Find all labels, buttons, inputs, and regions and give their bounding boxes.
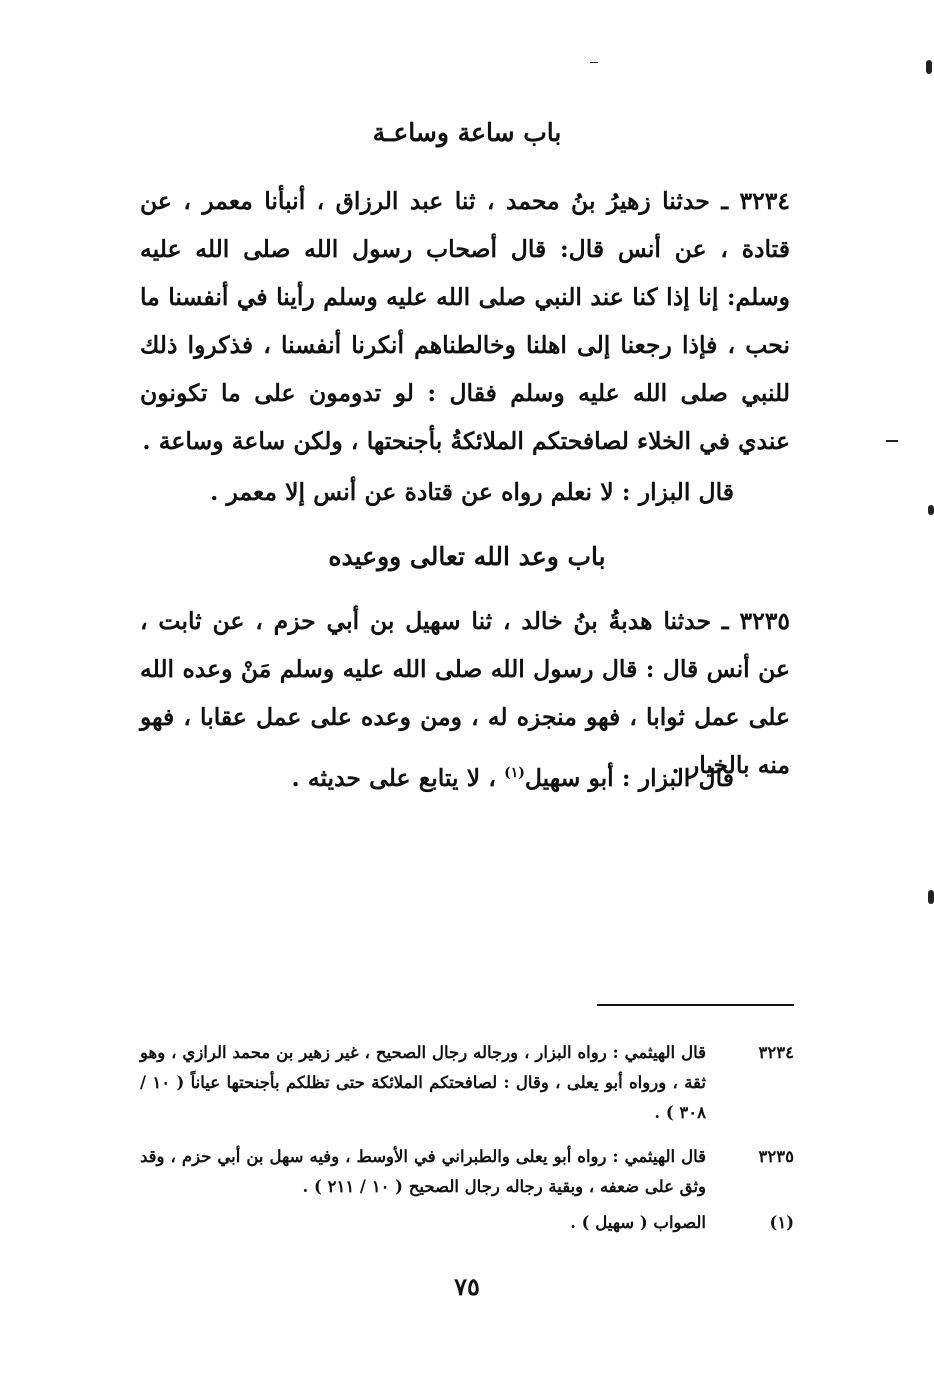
footnote-3235 xyxy=(140,1142,794,1206)
hadith-3234-note: قال البزار : لا نعلم رواه عن قتادة عن أنس إلا معمر . xyxy=(210,478,734,506)
note-text-before: قال البزار : أبو سهيل xyxy=(524,763,734,792)
footnote-number: ٣٢٣٤ xyxy=(758,1043,794,1062)
note-text-after: ، لا يتابع على حديثه . xyxy=(291,763,505,792)
hadith-3235-note xyxy=(292,757,735,794)
scan-mark xyxy=(928,505,934,515)
footnote-text: قال الهيثمي : رواه البزار ، ورجاله رجال الصحيح ، غير زهير بن محمد الرازي ، وهو ثقة ، ورواه أبو يعلى ، وقال : لصافحتكم الملائكة حتى تظلكم بأجنحتها عياناً ( ١٠ / ٣٠٨ ) . xyxy=(140,1043,706,1122)
footnote-number: (١) xyxy=(769,1213,794,1232)
footnote-3234 xyxy=(140,1038,794,1134)
chapter-heading-1: باب ساعة وساعـة xyxy=(372,118,562,147)
footnote-text: قال الهيثمي : رواه أبو يعلى والطبراني في الأوسط ، وفيه سهل بن أبي حزم ، وقد وثق على ضعفه ، وبقية رجاله رجال الصحيح ( ١٠ / ٢١١ ) . xyxy=(140,1147,706,1196)
hadith-3235-text: ٣٢٣٥ ـ حدثنا هدبةُ بنُ خالد ، ثنا سهيل بن أبي حزم ، عن ثابت ، عن أنس قال : قال رسول الله صلى الله عليه وسلم مَنْ وعده الله على عمل ثوابا ، فهو منجزه له ، ومن وعده على عمل عقابا ، فهو منه بالخيار . xyxy=(140,607,790,779)
footnote-number: ٣٢٣٥ xyxy=(758,1147,794,1166)
footnote-ref: (١) xyxy=(504,765,525,781)
footnote-separator xyxy=(597,1004,794,1006)
scan-mark xyxy=(590,62,598,63)
scan-mark xyxy=(928,890,934,904)
scan-mark xyxy=(886,440,898,442)
page-number: ٧٥ xyxy=(454,1272,480,1301)
scan-mark xyxy=(926,60,932,74)
hadith-3234-text: ٣٢٣٤ ـ حدثنا زهيرُ بنُ محمد ، ثنا عبد الرزاق ، أنبأنا معمر ، عن قتادة ، عن أنس قال: قال أصحاب رسول الله صلى الله عليه وسلم: إنا إذا كنا عند النبي صلى الله عليه وسلم رأينا في أنفسنا ما نحب ، فإذا رجعنا إلى اهلنا وخالطناهم أنكرنا أنفسنا ، فذكروا ذلك للنبي صلى الله عليه وسلم فقال : لو تدومون على ما تكونون عندي في الخلاء لصافحتكم الملائكةُ بأجنحتها ، ولكن ساعة وساعة . xyxy=(140,187,790,455)
chapter-heading-2: باب وعد الله تعالى ووعيده xyxy=(328,542,606,571)
footnote-1 xyxy=(140,1208,794,1240)
footnote-text: الصواب ( سهيل ) . xyxy=(570,1213,706,1232)
